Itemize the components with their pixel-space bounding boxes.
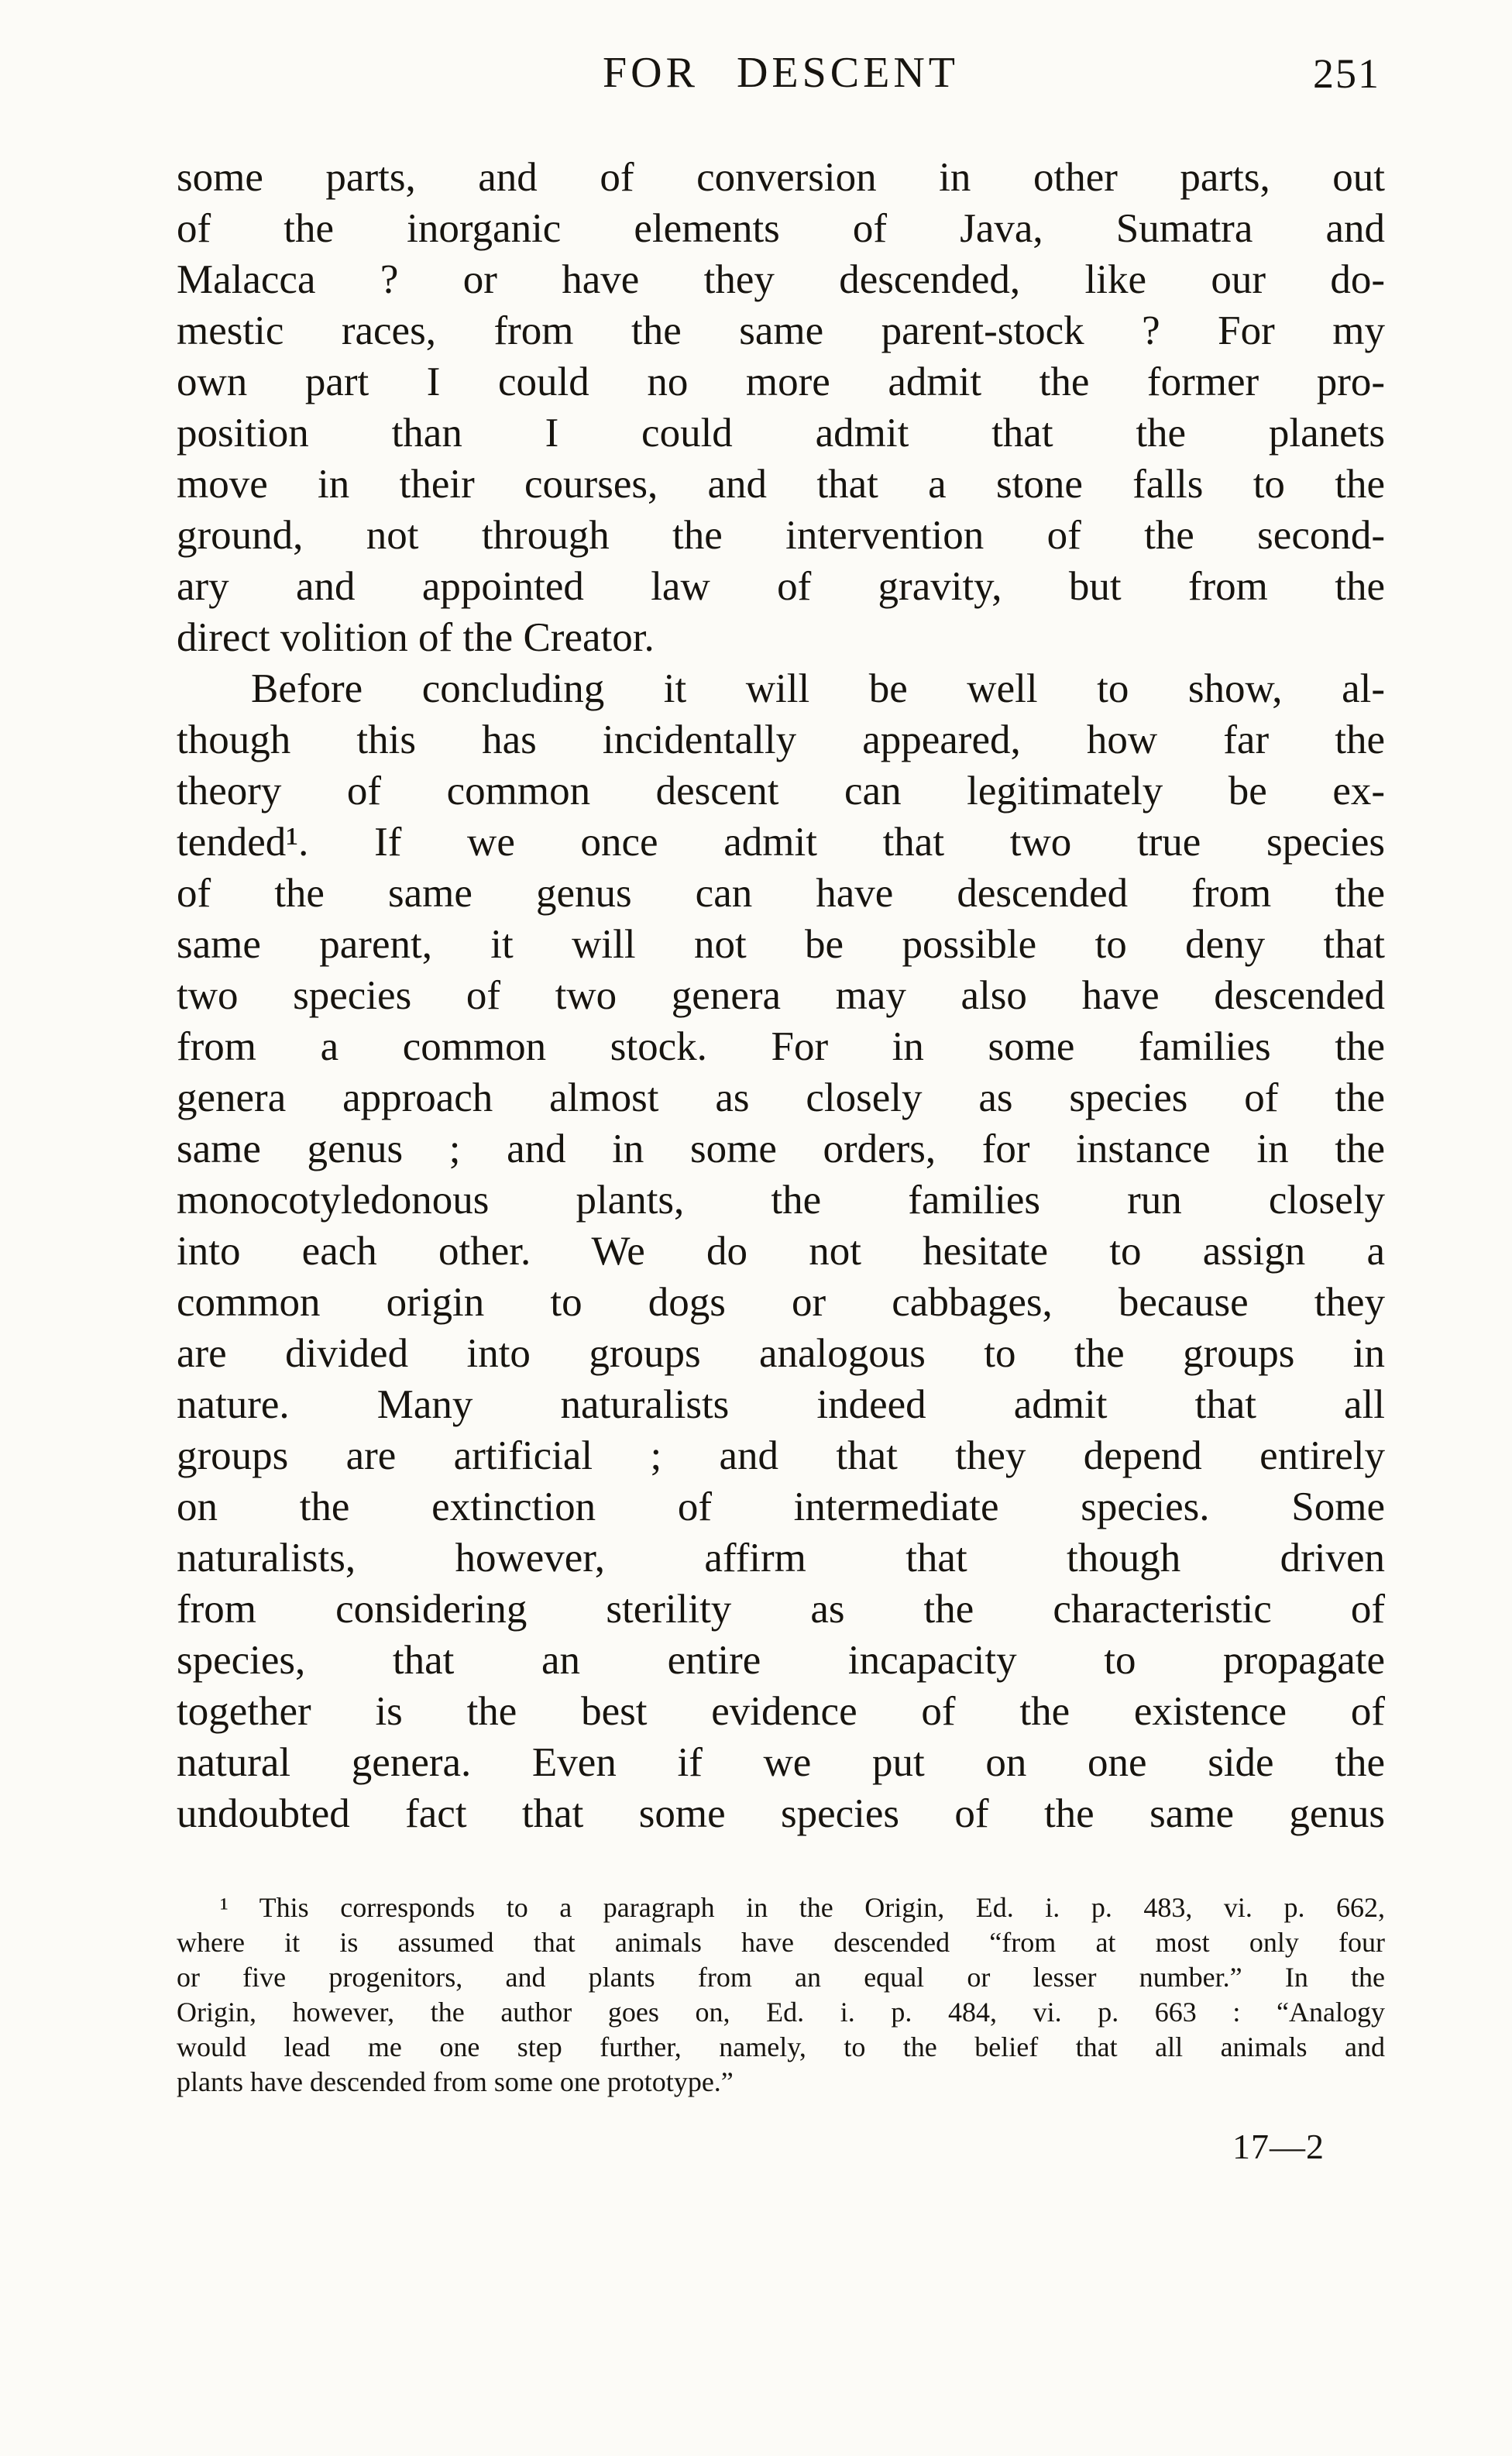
text-line: of the inorganic elements of Java, Sumatra and: [177, 206, 1385, 251]
text-line: tended¹. If we once admit that two true species: [177, 820, 1385, 865]
page-header: [177, 48, 1385, 107]
footnote-line: ¹ This corresponds to a paragraph in the Origin, Ed. i. p. 483, vi. p. 662,: [220, 1892, 1385, 1923]
text-line: genera approach almost as closely as species of the: [177, 1075, 1385, 1120]
text-line: of the same genus can have descended from the: [177, 871, 1385, 916]
footnote-line: or five progenitors, and plants from an equal or lesser number.” In the: [177, 1962, 1385, 1993]
text-line: monocotyledonous plants, the families run closely: [177, 1178, 1385, 1223]
text-line: from considering sterility as the characteristic of: [177, 1587, 1385, 1632]
footnote-line: Origin, however, the author goes on, Ed. i. p. 484, vi. p. 663 : “Analogy: [177, 1997, 1385, 2028]
printers-signature: 17—2: [1232, 2127, 1325, 2166]
text-line: species, that an entire incapacity to propagate: [177, 1638, 1385, 1683]
text-line: groups are artificial ; and that they depend entirely: [177, 1433, 1385, 1478]
footnote-line: plants have descended from some one prototype.”: [177, 2066, 734, 2097]
text-line: two species of two genera may also have descended: [177, 973, 1385, 1018]
text-line: natural genera. Even if we put on one side the: [177, 1740, 1385, 1785]
text-line: own part I could no more admit the former pro-: [177, 359, 1385, 404]
text-line: common origin to dogs or cabbages, because they: [177, 1280, 1385, 1325]
text-line: ground, not through the intervention of the second-: [177, 513, 1385, 558]
text-line: position than I could admit that the planets: [177, 411, 1385, 456]
text-line: mestic races, from the same parent-stock ? For my: [177, 308, 1385, 353]
page-number: 251: [1313, 50, 1380, 97]
footnote: [177, 1890, 1385, 2100]
page-title: FOR DESCENT: [603, 49, 959, 97]
text-line: Malacca ? or have they descended, like our do-: [177, 257, 1385, 302]
text-line: from a common stock. For in some families the: [177, 1024, 1385, 1069]
text-line: theory of common descent can legitimately be ex-: [177, 769, 1385, 814]
text-line: into each other. We do not hesitate to assign a: [177, 1229, 1385, 1274]
text-line: nature. Many naturalists indeed admit that all: [177, 1382, 1385, 1427]
text-line: same genus ; and in some orders, for instance in the: [177, 1127, 1385, 1171]
text-line: though this has incidentally appeared, how far the: [177, 717, 1385, 762]
text-line: Before concluding it will be well to show, al-: [251, 666, 1385, 711]
text-block: [177, 48, 1385, 2167]
text-line: together is the best evidence of the existence of: [177, 1689, 1385, 1734]
text-line: undoubted fact that some species of the same genus: [177, 1791, 1385, 1836]
text-line: some parts, and of conversion in other parts, out: [177, 155, 1385, 200]
paragraph: [177, 152, 1385, 663]
text-line: direct volition of the Creator.: [177, 615, 655, 660]
text-line: same parent, it will not be possible to deny that: [177, 922, 1385, 967]
text-line: ary and appointed law of gravity, but from the: [177, 564, 1385, 609]
text-line: are divided into groups analogous to the groups in: [177, 1331, 1385, 1376]
footnote-line: would lead me one step further, namely, to the belief that all animals and: [177, 2031, 1385, 2062]
footnote-line: where it is assumed that animals have descended “from at most only four: [177, 1927, 1385, 1958]
text-line: move in their courses, and that a stone falls to the: [177, 462, 1385, 507]
text-line: naturalists, however, affirm that though driven: [177, 1536, 1385, 1581]
paragraph: [177, 663, 1385, 1839]
body-text: [177, 152, 1385, 1839]
text-line: on the extinction of intermediate species. Some: [177, 1484, 1385, 1529]
